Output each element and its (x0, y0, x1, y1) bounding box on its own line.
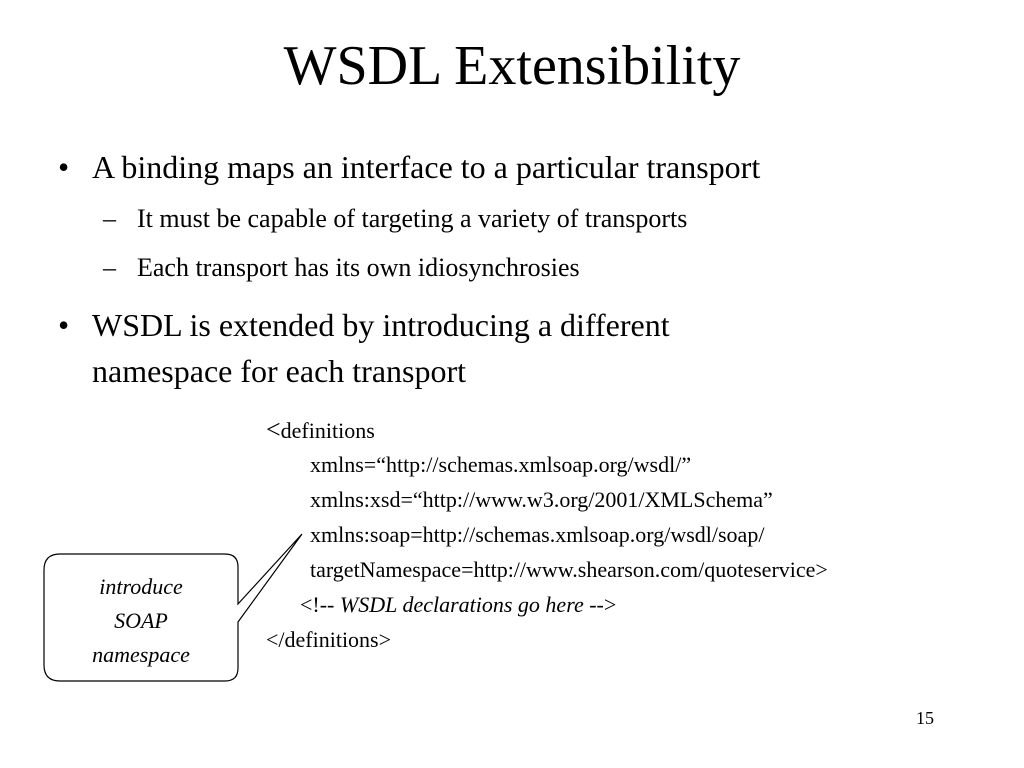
sub-bullet-text: It must be capable of targeting a variety of transports (137, 204, 688, 233)
bullet-text-line-1: WSDL is extended by introducing a different (92, 307, 670, 343)
comment-body: WSDL declarations go here (339, 592, 584, 617)
code-xmlns-soap: xmlns:soap=http://schemas.xmlsoap.org/wsdl/soap/ (310, 522, 765, 547)
callout-line: SOAP (114, 608, 168, 633)
code-xmlns: xmlns=“http://schemas.xmlsoap.org/wsdl/” (310, 452, 692, 477)
sub-bullet-marker: – (103, 204, 116, 233)
bullet-marker: • (58, 149, 70, 185)
page-number: 15 (916, 708, 934, 728)
sub-bullet-text: Each transport has its own idiosynchrosies (137, 253, 580, 282)
open-tag-name: definitions (280, 418, 375, 443)
callout-line: introduce (99, 574, 183, 599)
code-xmlns-xsd: xmlns:xsd=“http://www.w3.org/2001/XMLSchema” (310, 487, 773, 512)
sub-bullet-marker: – (103, 253, 116, 282)
bullet-marker: • (58, 307, 70, 343)
code-open-tag (266, 412, 375, 448)
comment-open: <!-- (300, 592, 340, 617)
code-target-namespace: targetNamespace=http://www.shearson.com/quoteservice> (310, 557, 828, 582)
code-comment (300, 587, 616, 622)
bullet-text: A binding maps an interface to a particular transport (92, 149, 761, 185)
code-close-tag: </definitions> (266, 627, 392, 652)
callout-label (44, 570, 238, 672)
callout-line: namespace (92, 642, 190, 667)
open-bracket: < (266, 415, 281, 444)
slide-title: WSDL Extensibility (283, 35, 741, 97)
comment-close: --> (583, 592, 617, 617)
bullet-text-line-2: namespace for each transport (92, 353, 467, 389)
